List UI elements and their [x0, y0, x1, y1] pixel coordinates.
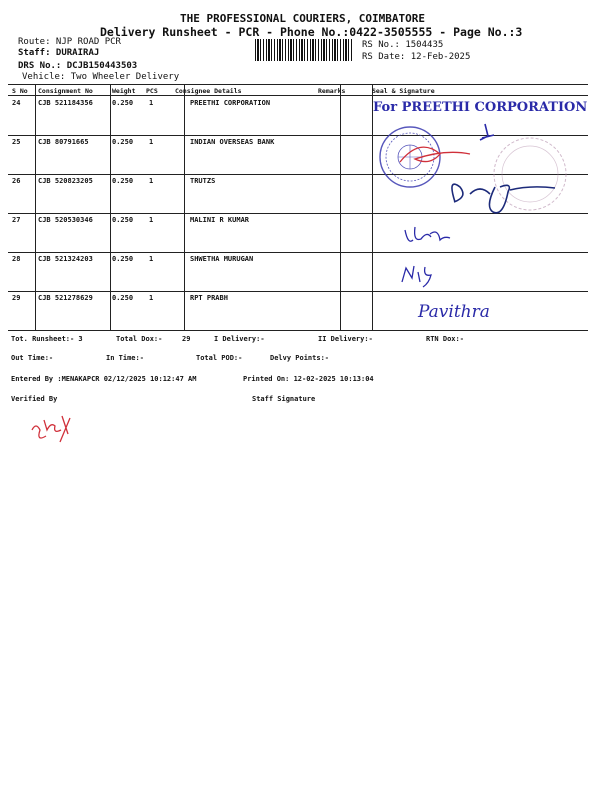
in-time-label: In Time:-: [106, 354, 144, 362]
barcode-image: [255, 39, 353, 61]
total-pod-label: Total POD:-: [196, 354, 243, 362]
staff-signature-label: Staff Signature: [252, 395, 316, 403]
runsheet-title: Delivery Runsheet - PCR - Phone No.:0422-3505555 - Page No.:3: [100, 25, 523, 39]
table-header-rule: [8, 95, 588, 96]
rs-number: RS No.: 1504435: [362, 40, 444, 50]
company-stamp-text: For PREETHI CORPORATION: [373, 100, 588, 115]
drs-number: DRS No.: DCJB150443503: [18, 61, 138, 71]
out-time-label: Out Time:-: [11, 354, 54, 362]
row-sno: 26: [12, 177, 21, 185]
i-delivery-label: I Delivery:-: [214, 335, 265, 343]
row-consignment: CJB 521278629: [38, 294, 93, 302]
company-name: THE PROFESSIONAL COURIERS, COIMBATORE: [180, 12, 426, 25]
ii-delivery-label: II Delivery:-: [318, 335, 373, 343]
row-pcs: 1: [149, 99, 154, 107]
col-header-weight: Weight: [112, 87, 136, 95]
vehicle-label: Vehicle: Two Wheeler Delivery: [22, 72, 180, 82]
col-header-seal: Seal & Signature: [372, 87, 435, 95]
col-header-consignee: Consignee Details: [175, 87, 242, 95]
faint-seal-icon: [494, 138, 566, 210]
table-top-rule: [8, 84, 588, 85]
row-weight: 0.250: [112, 138, 134, 146]
total-dox-label: Total Dox:-: [116, 335, 163, 343]
entered-by: Entered By :MENAKAPCR 02/12/2025 10:12:47 AM: [11, 375, 197, 383]
red-initials-icon: [26, 410, 86, 450]
row-consignment: CJB 521184356: [38, 99, 93, 107]
staff-label: Staff: DURAIRAJ: [18, 48, 100, 58]
row-consignee: INDIAN OVERSEAS BANK: [190, 138, 275, 146]
row-pcs: 1: [149, 294, 154, 302]
pavithra-signature: Pavithra: [418, 302, 490, 322]
row-pcs: 1: [149, 177, 154, 185]
verified-by-label: Verified By: [11, 395, 58, 403]
column-divider: [340, 84, 341, 330]
row-weight: 0.250: [112, 99, 134, 107]
column-divider: [110, 84, 111, 330]
col-header-sno: S No: [12, 87, 28, 95]
row-sno: 28: [12, 255, 21, 263]
route-label: Route: NJP ROAD PCR: [18, 37, 121, 47]
row-sno: 24: [12, 99, 21, 107]
blue-signature-icon: [405, 227, 450, 241]
row-consignment: CJB 520823205: [38, 177, 93, 185]
row-sno: 29: [12, 294, 21, 302]
delivery-points-label: Delvy Points:-: [270, 354, 330, 362]
row-consignee: RPT PRABH: [190, 294, 228, 302]
row-weight: 0.250: [112, 216, 134, 224]
col-header-remarks: Remarks: [318, 87, 346, 95]
row-pcs: 1: [149, 216, 154, 224]
row-consignee: SHWETHA MURUGAN: [190, 255, 254, 263]
total-dox-value: 29: [182, 335, 191, 343]
seal-and-signatures-graphic: [370, 112, 600, 332]
row-weight: 0.250: [112, 294, 134, 302]
row-pcs: 1: [149, 255, 154, 263]
row-sno: 25: [12, 138, 21, 146]
round-seal-icon: [380, 127, 440, 187]
row-consignee: PREETHI CORPORATION: [190, 99, 271, 107]
row-consignment: CJB 521324203: [38, 255, 93, 263]
rs-date: RS Date: 12-Feb-2025: [362, 52, 471, 62]
blue-signature-icon: [402, 266, 431, 287]
column-divider: [35, 84, 36, 330]
printed-on: Printed On: 12-02-2025 10:13:04: [243, 375, 374, 383]
checkmark-icon: [480, 124, 494, 140]
rtn-dox-label: RTN Dox:-: [426, 335, 464, 343]
row-consignee: TRUTZS: [190, 177, 216, 185]
row-weight: 0.250: [112, 255, 134, 263]
red-signature-icon: [400, 147, 470, 162]
col-header-consignment: Consignment No: [38, 87, 93, 95]
row-consignment: CJB 80791665: [38, 138, 89, 146]
col-header-pcs: PCS: [146, 87, 158, 95]
row-pcs: 1: [149, 138, 154, 146]
total-runsheet: Tot. Runsheet:- 3: [11, 335, 83, 343]
column-divider: [184, 84, 185, 330]
row-sno: 27: [12, 216, 21, 224]
row-consignee: MALINI R KUMAR: [190, 216, 250, 224]
row-weight: 0.250: [112, 177, 134, 185]
row-consignment: CJB 520530346: [38, 216, 93, 224]
